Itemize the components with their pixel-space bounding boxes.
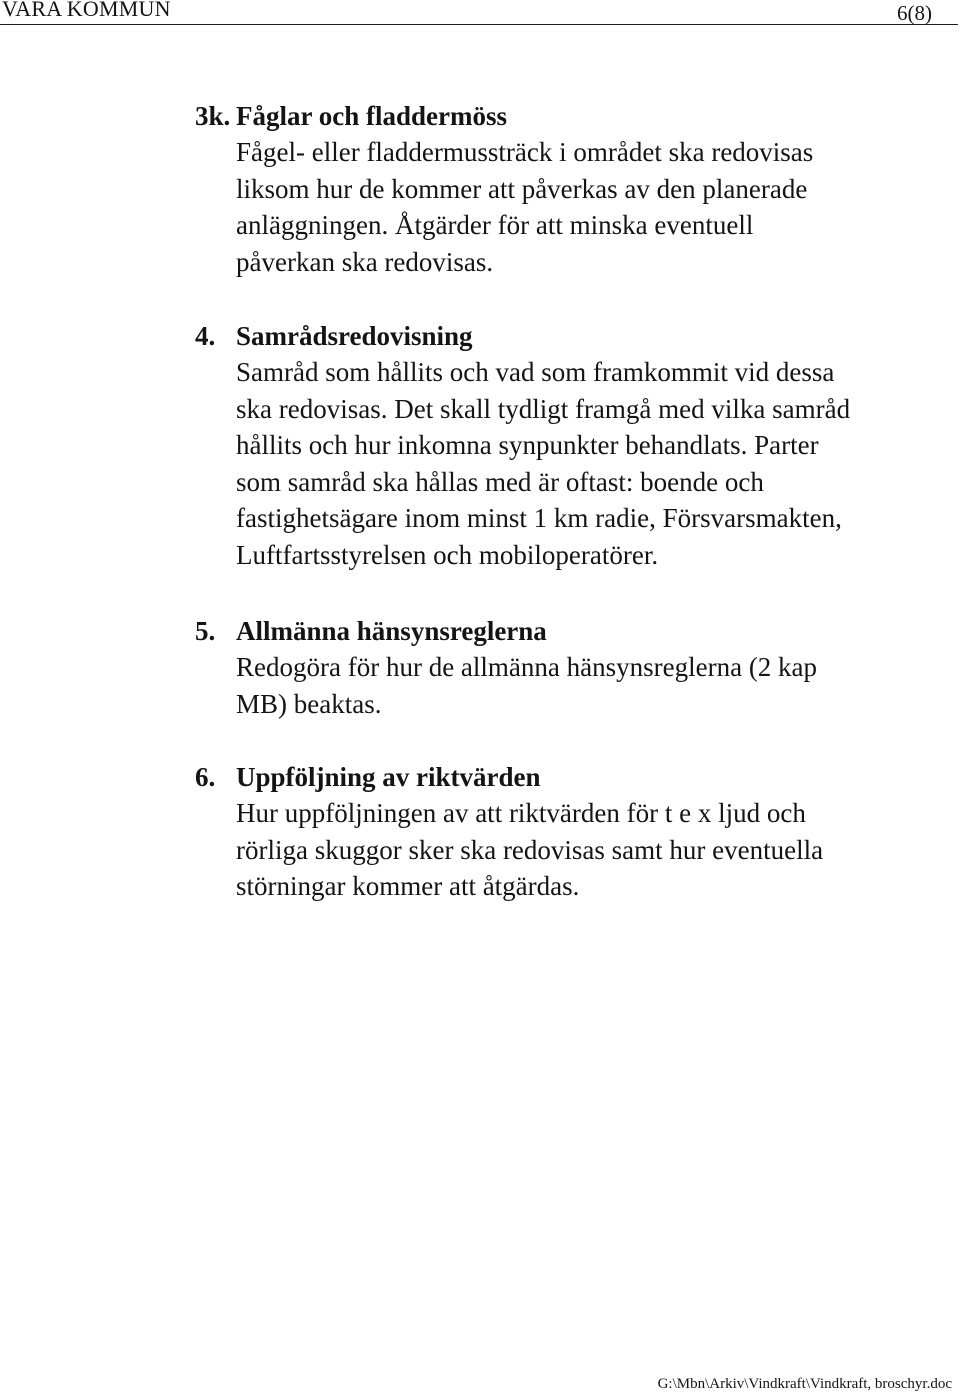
section-number: 4. xyxy=(195,321,216,351)
body-line: rörliga skuggor sker ska redovisas samt hur eventuella xyxy=(236,834,824,865)
section-title: Fåglar och fladdermöss xyxy=(236,101,507,131)
page-header xyxy=(0,0,958,25)
section-body xyxy=(195,795,945,905)
body-line: påverkan ska redovisas. xyxy=(236,246,494,277)
section-number: 6. xyxy=(195,762,216,792)
footer-file-path: G:\Mbn\Arkiv\Vindkraft\Vindkraft, broschyr.doc xyxy=(657,1376,952,1392)
body-line: Hur uppföljningen av att riktvärden för t e x ljud och xyxy=(236,798,806,828)
section-title: Uppföljning av riktvärden xyxy=(236,762,541,792)
section-number: 5. xyxy=(195,616,216,646)
header-organization: VARA KOMMUN xyxy=(2,0,171,21)
body-line: störningar kommer att åtgärdas. xyxy=(236,871,580,902)
body-line: Luftfartsstyrelsen och mobiloperatörer. xyxy=(236,539,659,570)
body-line: Fågel- eller fladdermussträck i området ska redovisas xyxy=(236,137,814,167)
section-5 xyxy=(195,613,945,722)
section-body xyxy=(195,354,945,574)
section-title: Allmänna hänsynsreglerna xyxy=(236,616,547,646)
body-line: Samråd som hållits och vad som framkommit vid dessa xyxy=(236,357,835,387)
section-title: Samrådsredovisning xyxy=(236,321,473,351)
section-heading xyxy=(195,759,945,795)
header-page-number: 6(8) xyxy=(897,1,932,25)
body-line: liksom hur de kommer att påverkas av den planerade xyxy=(236,173,808,204)
section-4 xyxy=(195,318,945,574)
body-line: hållits och hur inkomna synpunkter behandlats. Parter xyxy=(236,430,819,461)
section-body xyxy=(195,134,945,280)
body-line: ska redovisas. Det skall tydligt framgå med vilka samråd xyxy=(236,393,851,424)
section-number: 3k. xyxy=(195,101,231,131)
body-line: Redogöra för hur de allmänna hänsynsreglerna (2 kap xyxy=(236,652,818,682)
section-heading xyxy=(195,318,945,354)
body-line: MB) beaktas. xyxy=(236,688,382,719)
body-line: fastighetsägare inom minst 1 km radie, Försvarsmakten, xyxy=(236,503,842,534)
section-body xyxy=(195,649,945,722)
body-line: som samråd ska hållas med är oftast: boende och xyxy=(236,466,764,497)
body-line: anläggningen. Åtgärder för att minska eventuell xyxy=(236,210,754,241)
section-heading xyxy=(195,613,945,649)
section-3k xyxy=(195,98,945,280)
section-heading xyxy=(195,98,945,134)
section-6 xyxy=(195,759,945,905)
